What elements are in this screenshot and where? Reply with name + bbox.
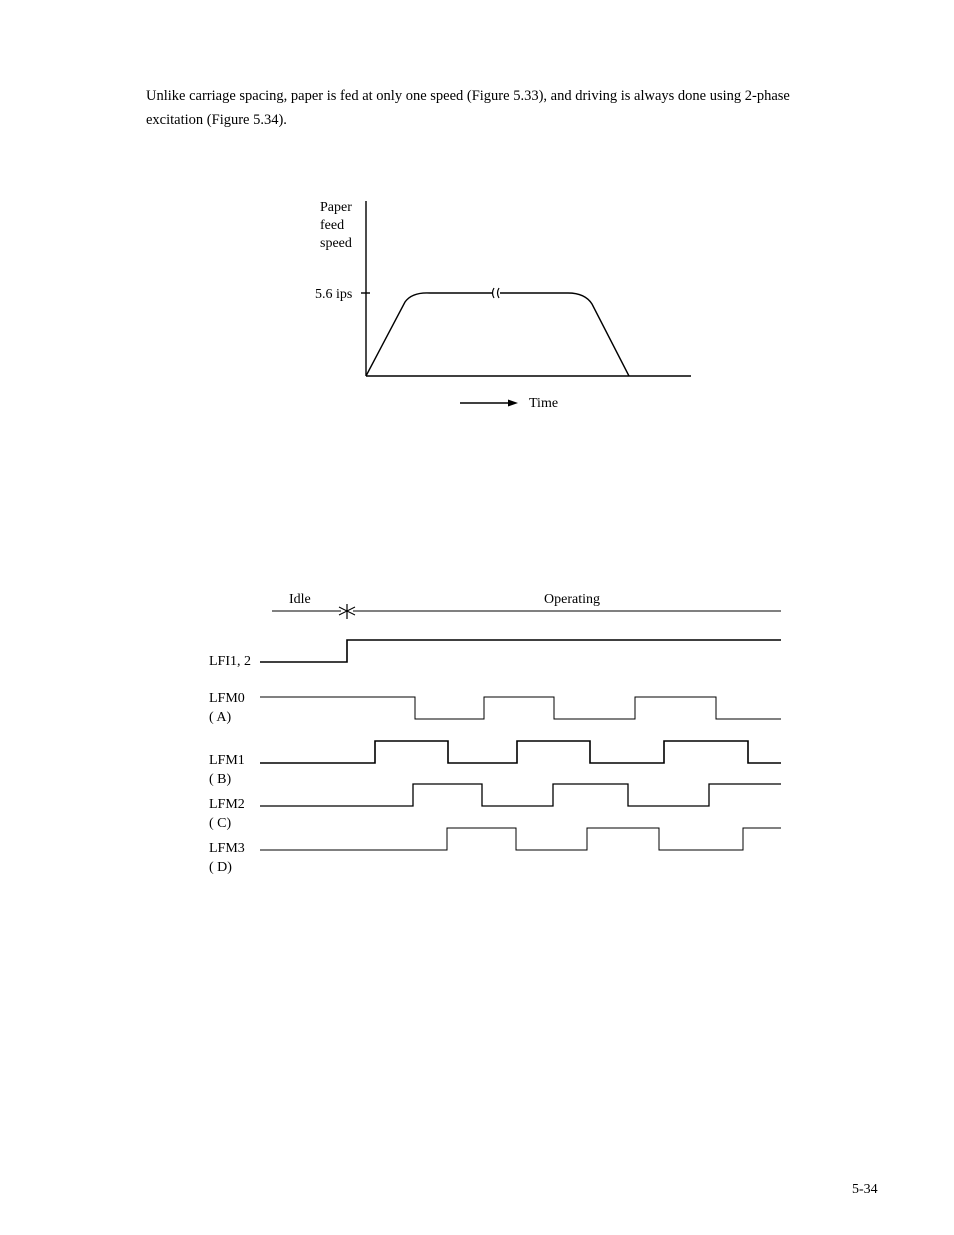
speed-tick-label: 5.6 ips: [315, 287, 353, 302]
speed-chart: [361, 201, 691, 407]
speed-ylabel-line-2: feed: [320, 218, 345, 233]
speed-break-mark: [493, 288, 500, 298]
speed-ylabel-line-1: Paper: [320, 200, 352, 215]
speed-xlabel: Time: [529, 396, 559, 411]
operating-label: Operating: [544, 592, 600, 607]
signal-sub-lfm1: ( B): [209, 772, 232, 787]
signal-label-lfm1: LFM1: [209, 753, 245, 768]
signal-sub-lfm0: ( A): [209, 710, 232, 725]
time-arrow-head: [508, 400, 518, 407]
lfm0-waveform: [260, 697, 781, 719]
lfm2-waveform: [260, 784, 781, 806]
signal-label-lfi: LFI1, 2: [209, 654, 251, 669]
signal-label-lfm3: LFM3: [209, 841, 245, 856]
signal-label-lfm2: LFM2: [209, 797, 245, 812]
intro-paragraph: Unlike carriage spacing, paper is fed at only one speed (Figure 5.33), and driving is always done using 2-phase excitation (Figure 5.34).: [146, 88, 790, 128]
lfm1-waveform: [260, 741, 781, 763]
speed-ylabel-line-3: speed: [320, 236, 352, 251]
page-number: 5-34: [852, 1182, 878, 1197]
timing-chart: [260, 604, 781, 850]
lfm3-waveform: [260, 828, 781, 850]
idle-label: Idle: [289, 592, 311, 607]
signal-sub-lfm2: ( C): [209, 816, 232, 831]
signal-label-lfm0: LFM0: [209, 691, 245, 706]
speed-profile-line: [366, 293, 629, 376]
signal-sub-lfm3: ( D): [209, 860, 232, 875]
lfi-waveform: [260, 640, 781, 662]
